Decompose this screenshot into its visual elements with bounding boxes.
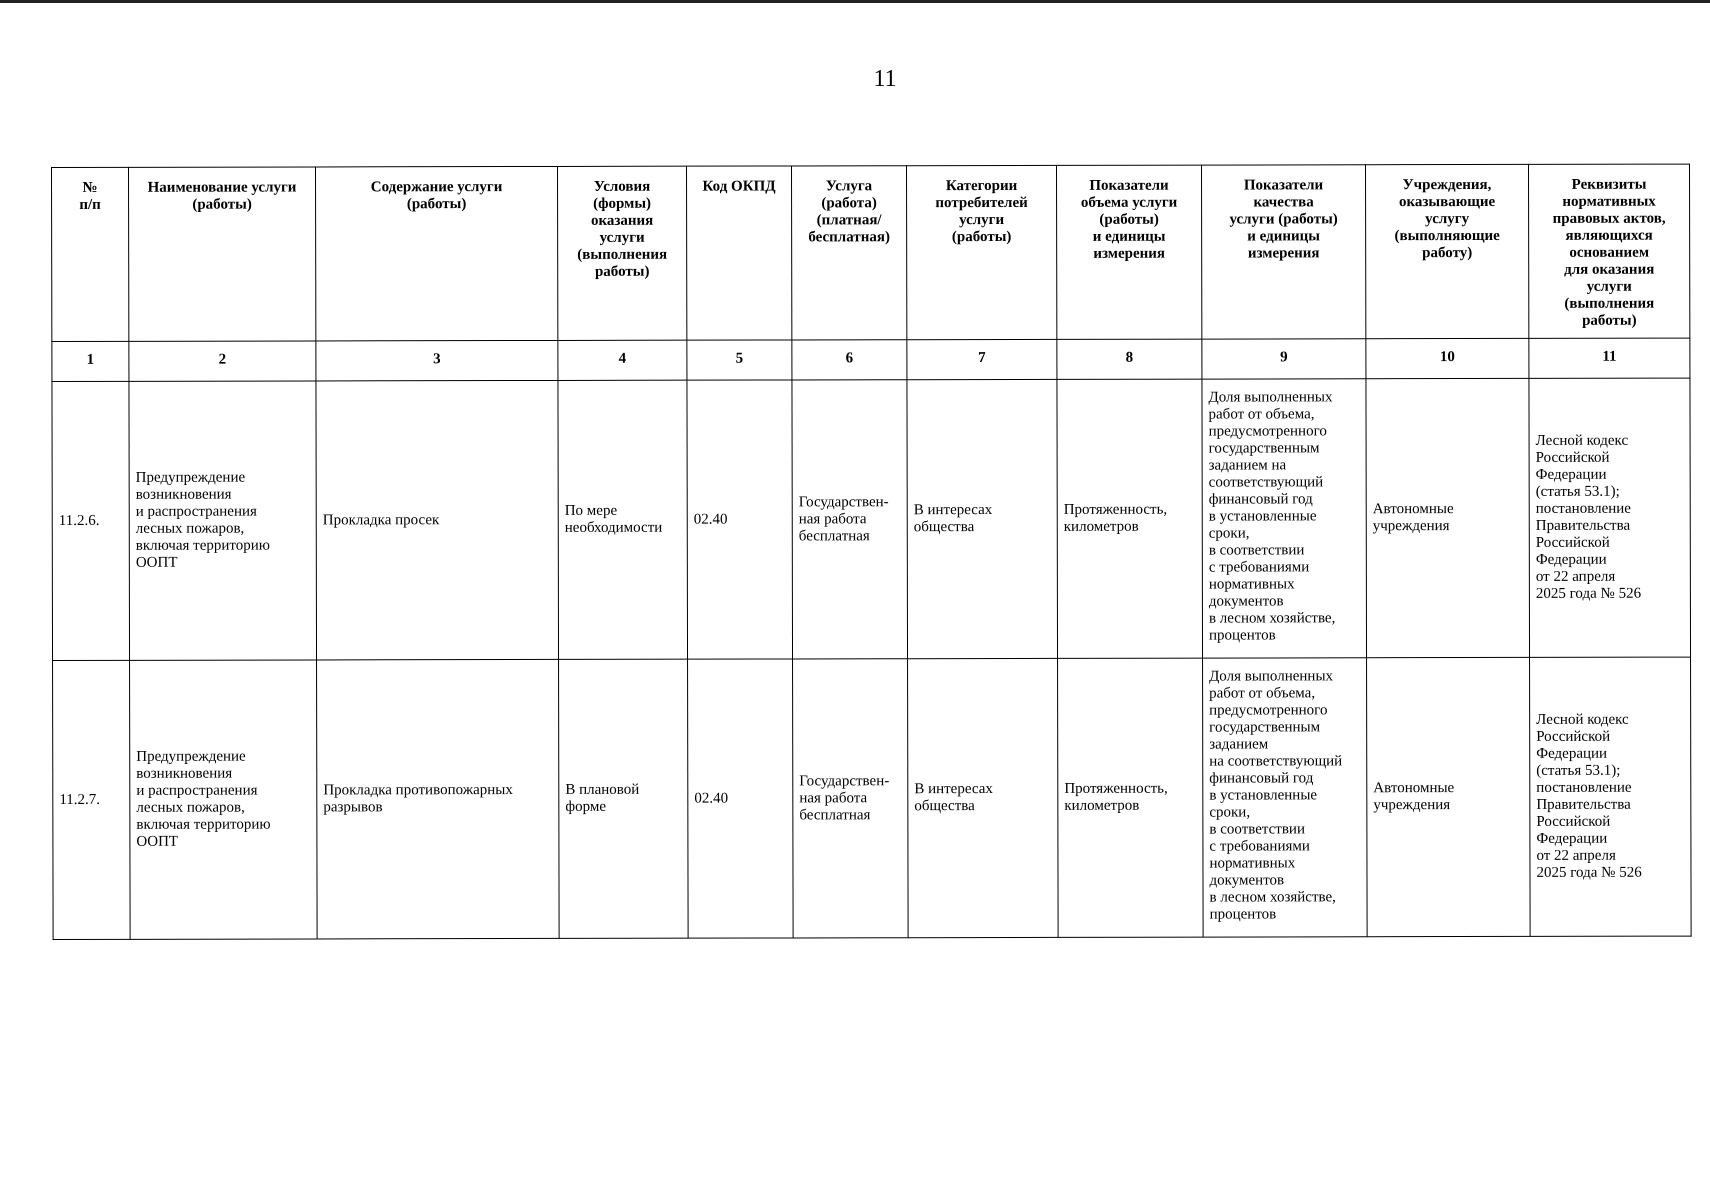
cell-number: 11.2.6. xyxy=(52,381,130,660)
header-cell-number: № п/п xyxy=(52,167,129,341)
column-number: 4 xyxy=(558,340,687,380)
cell-name: Предупреждение возникновения и распространения лесных пожаров, включая территорию ООПТ xyxy=(129,381,317,660)
cell-basis: Лесной кодекс Российской Федерации (статья 53.1); постановление Правительства Российской Федерации от 22 апреля 2025 года № 526 xyxy=(1530,657,1692,936)
header-row xyxy=(52,164,1690,341)
column-number: 8 xyxy=(1057,339,1202,379)
column-number: 7 xyxy=(907,339,1057,379)
header-cell-volume: Показатели объема услуги (работы) и единицы измерения xyxy=(1056,165,1201,339)
cell-content: Прокладка противопожарных разрывов xyxy=(317,659,560,939)
header-cell-conditions: Условия (формы) оказания услуги (выполнения работы) xyxy=(557,166,686,340)
column-number: 5 xyxy=(687,340,792,380)
cell-paid: Государствен- ная работа бесплатная xyxy=(793,659,909,938)
cell-content: Прокладка просек xyxy=(316,380,559,660)
cell-number: 11.2.7. xyxy=(53,660,131,939)
header-cell-name: Наименование услуги (работы) xyxy=(129,167,316,341)
column-number: 11 xyxy=(1529,338,1690,378)
cell-paid: Государствен- ная работа бесплатная xyxy=(792,380,908,659)
cell-quality: Доля выполненных работ от объема, предусмотренного государственным заданием на соответствующий финансовый год в установленные сроки, в соответствии с требованиями нормативных документов в лесном хозяйстве, процентов xyxy=(1202,379,1367,658)
column-number: 9 xyxy=(1202,339,1366,379)
cell-institutions: Автономные учреждения xyxy=(1366,378,1530,657)
cell-volume: Протяженность, километров xyxy=(1058,658,1204,937)
column-number: 10 xyxy=(1366,338,1529,378)
cell-okpd: 02.40 xyxy=(688,659,794,938)
column-number-row xyxy=(52,338,1690,381)
header-cell-quality: Показатели качества услуги (работы) и единицы измерения xyxy=(1201,165,1365,339)
services-table xyxy=(51,164,1692,940)
header-cell-consumers: Категории потребителей услуги (работы) xyxy=(906,165,1056,339)
cell-conditions: По мере необходимости xyxy=(558,380,688,659)
page-top-border xyxy=(0,0,1710,3)
column-number: 1 xyxy=(52,341,129,381)
column-number: 3 xyxy=(316,340,558,381)
header-cell-paid: Услуга (работа) (платная/ бесплатная) xyxy=(791,166,906,340)
cell-name: Предупреждение возникновения и распространения лесных пожаров, включая территорию ООПТ xyxy=(130,660,318,939)
table-row xyxy=(52,378,1691,660)
cell-consumers: В интересах общества xyxy=(907,379,1058,658)
cell-quality: Доля выполненных работ от объема, предусмотренного государственным заданием на соответствующий финансовый год в установленные сроки, в соответствии с требованиями нормативных документов в лесном хозяйстве, процентов xyxy=(1203,658,1368,937)
cell-okpd: 02.40 xyxy=(687,380,793,659)
cell-institutions: Автономные учреждения xyxy=(1367,657,1531,936)
cell-volume: Протяженность, километров xyxy=(1057,379,1203,658)
table-row xyxy=(53,657,1692,939)
column-number: 6 xyxy=(792,340,907,380)
column-number: 2 xyxy=(129,341,316,381)
cell-conditions: В плановой форме xyxy=(559,659,689,938)
header-cell-content: Содержание услуги (работы) xyxy=(316,166,558,341)
header-cell-institutions: Учреждения, оказывающие услугу (выполняющие работу) xyxy=(1365,164,1528,338)
cell-consumers: В интересах общества xyxy=(908,658,1059,937)
page-number: 11 xyxy=(873,66,897,92)
header-cell-okpd: Код ОКПД xyxy=(686,166,791,340)
cell-basis: Лесной кодекс Российской Федерации (статья 53.1); постановление Правительства Российской Федерации от 22 апреля 2025 года № 526 xyxy=(1529,378,1691,657)
header-cell-basis: Реквизиты нормативных правовых актов, являющихся основанием для оказания услуги (выполнения работы) xyxy=(1528,164,1689,338)
